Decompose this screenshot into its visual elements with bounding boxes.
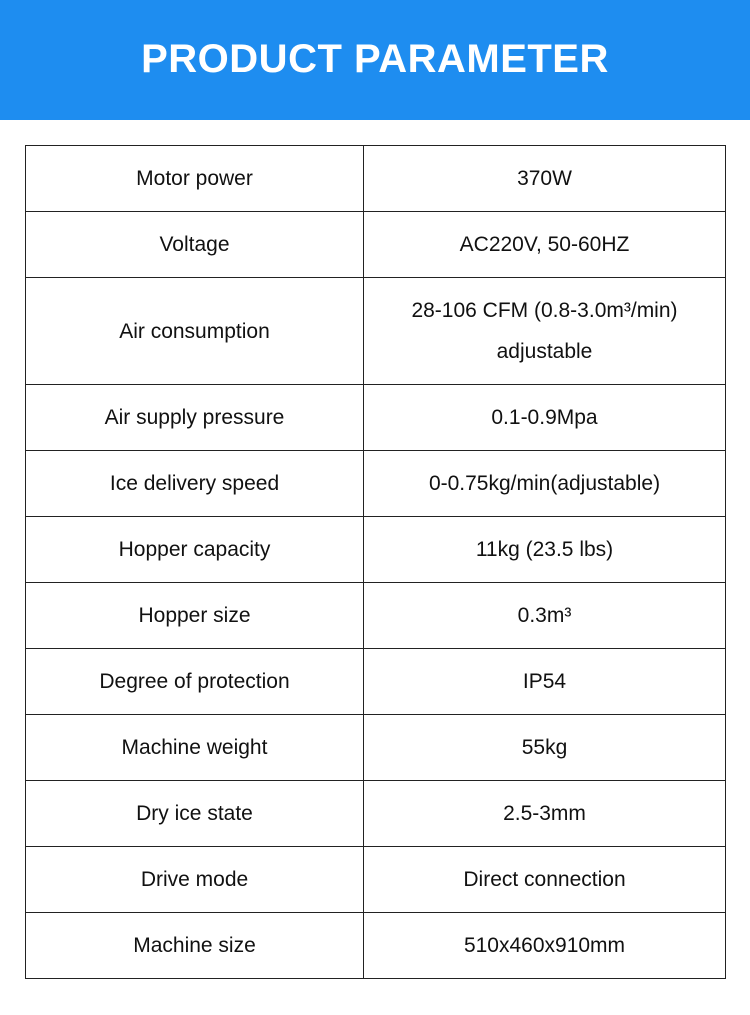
parameter-label: Dry ice state: [26, 781, 364, 847]
parameter-value: 0-0.75kg/min(adjustable): [364, 451, 726, 517]
table-row: [26, 451, 726, 517]
table-row: [26, 781, 726, 847]
parameter-value: 0.1-0.9Mpa: [364, 385, 726, 451]
parameter-value: IP54: [364, 649, 726, 715]
parameter-label: Voltage: [26, 212, 364, 278]
parameter-value: 55kg: [364, 715, 726, 781]
parameter-value: 11kg (23.5 lbs): [364, 517, 726, 583]
table-row: [26, 212, 726, 278]
parameter-value: 2.5-3mm: [364, 781, 726, 847]
table-row: [26, 385, 726, 451]
table-row: [26, 715, 726, 781]
parameter-value: 370W: [364, 146, 726, 212]
parameter-value: AC220V, 50-60HZ: [364, 212, 726, 278]
parameter-label: Air supply pressure: [26, 385, 364, 451]
parameter-value: 28-106 CFM (0.8-3.0m³/min) adjustable: [364, 278, 726, 385]
header-banner: [0, 0, 750, 120]
table-row: [26, 847, 726, 913]
parameter-value: Direct connection: [364, 847, 726, 913]
parameter-label: Degree of protection: [26, 649, 364, 715]
table-row: [26, 583, 726, 649]
parameter-label: Motor power: [26, 146, 364, 212]
parameter-table: [25, 145, 726, 979]
table-row: [26, 146, 726, 212]
parameter-label: Ice delivery speed: [26, 451, 364, 517]
table-row: [26, 278, 726, 385]
parameter-label: Hopper size: [26, 583, 364, 649]
parameter-value: 0.3m³: [364, 583, 726, 649]
parameter-label: Air consumption: [26, 278, 364, 385]
parameter-label: Hopper capacity: [26, 517, 364, 583]
table-row: [26, 517, 726, 583]
table-row: [26, 913, 726, 979]
parameter-label: Machine size: [26, 913, 364, 979]
parameter-label: Drive mode: [26, 847, 364, 913]
parameter-label: Machine weight: [26, 715, 364, 781]
page-title: PRODUCT PARAMETER: [141, 36, 609, 81]
table-row: [26, 649, 726, 715]
parameter-value: 510x460x910mm: [364, 913, 726, 979]
